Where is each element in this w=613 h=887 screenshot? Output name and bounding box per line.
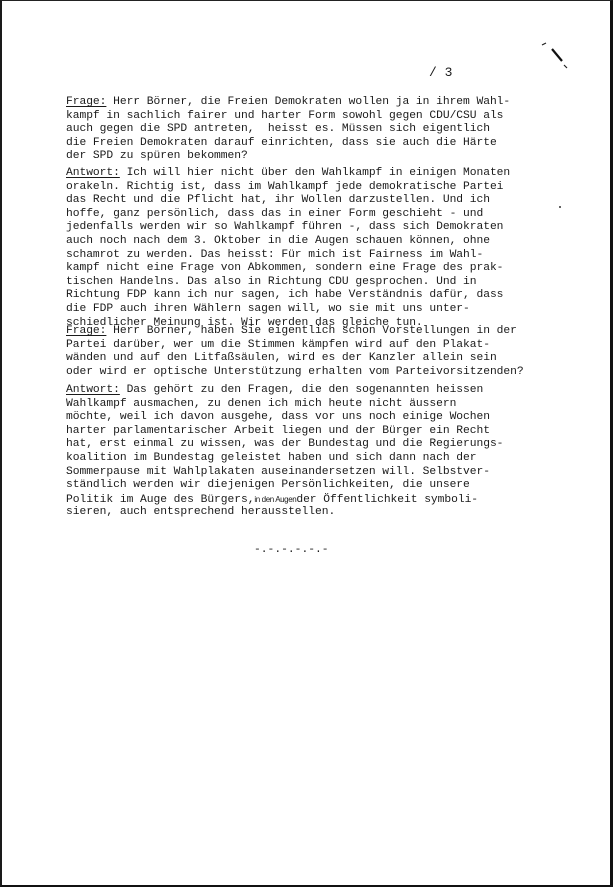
text-segment: Herr Börner, haben Sie eigentlich schon Vorstellungen in der: [106, 325, 517, 337]
text-line: jedenfalls werden wir so Wahlkampf führen -, dass sich Demokraten: [66, 221, 504, 234]
speaker-label: Frage:: [66, 96, 107, 108]
text-line: oder wird er optische Unterstützung erhalten vom Parteivorsitzenden?: [66, 365, 524, 378]
speaker-label: Frage:: [66, 325, 107, 337]
text-line: auch noch nach dem 3. Oktober in die Augen schauen können, ohne: [66, 234, 490, 247]
text-line: [66, 96, 596, 110]
text-line: möchte, weil ich davon ausgehe, dass vor uns noch einige Wochen: [66, 411, 490, 424]
text-line: hat, erst einmal zu wissen, was der Bundestag und die Regierungs-: [66, 438, 504, 451]
corner-scan-mark: [540, 41, 570, 71]
question-1: [66, 96, 596, 164]
handwritten-insertion: in den Augen: [254, 494, 297, 504]
text-line: [66, 325, 596, 339]
text-line: [66, 493, 596, 507]
text-line: die FDP auch ihren Wählern sagen will, wo sie mit uns unter-: [66, 302, 470, 315]
text-line: Sommerpause mit Wahlplakaten auseinandersetzen will. Selbstver-: [66, 465, 490, 478]
text-line: tischen Handelns. Das also in Richtung CDU gesprochen. Und in: [66, 275, 477, 288]
text-line: das Recht und die Pflicht hat, ihr Wollen darzustellen. Und ich: [66, 194, 490, 207]
text-line: sieren, auch entsprechend herausstellen.: [66, 506, 336, 519]
text-line: kampf in sachlich fairer und harter Form sowohl gegen CDU/CSU als: [66, 109, 504, 122]
text-line: orakeln. Richtig ist, dass im Wahlkampf jede demokratische Partei: [66, 180, 504, 193]
text-line: ständlich werden wir diejenigen Persönlichkeiten, die unsere: [66, 479, 470, 492]
text-line: die Freien Demokraten darauf einrichten, dass sie auch die Härte: [66, 136, 497, 149]
text-line: auch gegen die SPD antreten, heisst es. Müssen sich eigentlich: [66, 123, 490, 136]
text-segment: der Öffentlichkeit symboli-: [296, 493, 479, 506]
answer-2: [66, 384, 596, 520]
speaker-label: Antwort:: [66, 384, 120, 396]
closing-separator: -.-.-.-.-.-: [254, 544, 329, 556]
text-line: Wahlkampf ausmachen, zu denen ich mich heute nicht äussern: [66, 397, 457, 410]
text-line: harter parlamentarischer Arbeit liegen und der Bürger ein Recht: [66, 424, 490, 437]
speaker-label: Antwort:: [66, 167, 120, 179]
text-line: wänden und auf den Litfaßsäulen, wird es der Kanzler allein sein: [66, 352, 497, 365]
text-segment: Politik im Auge des Bürgers,: [66, 493, 255, 506]
margin-mark: [559, 206, 561, 208]
text-line: hoffe, ganz persönlich, dass das in einer Form geschieht - und: [66, 207, 484, 220]
text-line: schamrot zu werden. Das heisst: Für mich ist Fairness im Wahl-: [66, 248, 484, 261]
text-segment: Ich will hier nicht über den Wahlkampf in einigen Monaten: [119, 167, 511, 179]
text-line: schiedlicher Meinung ist. Wir werden das gleiche tun.: [66, 316, 423, 329]
text-segment: Das gehört zu den Fragen, die den sogenannten heissen: [119, 384, 484, 396]
text-line: [66, 167, 596, 181]
text-line: der SPD zu spüren bekommen?: [66, 150, 248, 163]
text-line: Richtung FDP kann ich nur sagen, ich habe Verständnis dafür, dass: [66, 289, 504, 302]
text-line: kampf nicht eine Frage von Abkommen, sondern eine Frage des prak-: [66, 262, 504, 275]
text-line: [66, 384, 596, 398]
text-segment: Herr Börner, die Freien Demokraten wollen ja in ihrem Wahl-: [106, 96, 511, 108]
answer-1: [66, 167, 596, 330]
page-number: / 3: [429, 65, 453, 80]
question-2: [66, 325, 596, 379]
text-line: Partei darüber, wer um die Stimmen kämpfen wird auf den Plakat-: [66, 338, 490, 351]
text-line: koalition im Bundestag geleistet haben und sich dann nach der: [66, 451, 477, 464]
